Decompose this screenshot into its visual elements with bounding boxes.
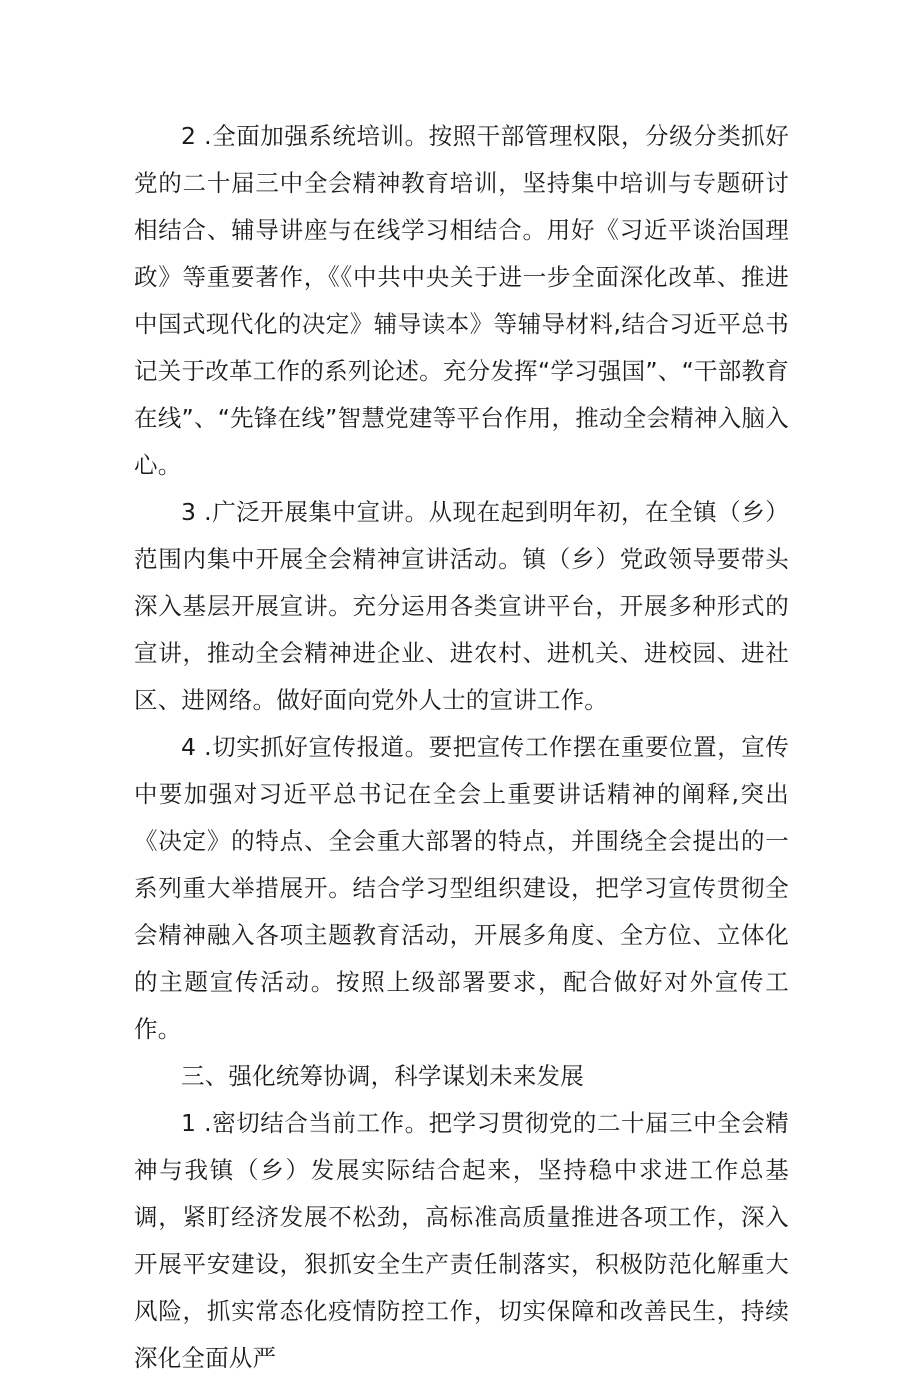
paragraph-reporting: 4 .切实抓好宣传报道。要把宣传工作摆在重要位置，宣传中要加强对习近平总书记在全会上重要讲话精神的阐释,突出《决定》的特点、全会重大部署的特点，并围绕全会提出的一系列重大举措展开。结合学习型组织建设，把学习宣传贯彻全会精神融入各项主题教育活动，开展多角度、全方位、立体化的主题宣传活动。按照上级部署要求，配合做好对外宣传工作。 — [134, 733, 789, 1043]
document-body — [134, 113, 789, 1382]
section-heading: 三、强化统筹协调，科学谋划未来发展 — [181, 1062, 584, 1090]
paragraph-training: 2 .全面加强系统培训。按照干部管理权限，分级分类抓好党的二十届三中全会精神教育培训，坚持集中培训与专题研讨相结合、辅导讲座与在线学习相结合。用好《习近平谈治国理政》等重要著作，《《中共中央关于进一步全面深化改革、推进中国式现代化的决定》辅导读本》等辅导材料,结合习近平总书记关于改革工作的系列论述。充分发挥“学习强国”、“干部教育在线”、“先锋在线”智慧党建等平台作用，推动全会精神入脑入心。 — [134, 122, 789, 479]
paragraph-integrate: 1 .密切结合当前工作。把学习贯彻党的二十届三中全会精神与我镇（乡）发展实际结合起来，坚持稳中求进工作总基调，紧盯经济发展不松劲，高标准高质量推进各项工作，深入开展平安建设，狠抓安全生产责任制落实，积极防范化解重大风险，抓实常态化疫情防控工作，切实保障和改善民生，持续深化全面从严 — [134, 1109, 789, 1372]
paragraph-propaganda: 3 .广泛开展集中宣讲。从现在起到明年初，在全镇（乡）范围内集中开展全会精神宣讲活动。镇（乡）党政领导要带头深入基层开展宣讲。充分运用各类宣讲平台，开展多种形式的宣讲，推动全会精神进企业、进农村、进机关、进校园、进社区、进网络。做好面向党外人士的宣讲工作。 — [134, 498, 789, 714]
